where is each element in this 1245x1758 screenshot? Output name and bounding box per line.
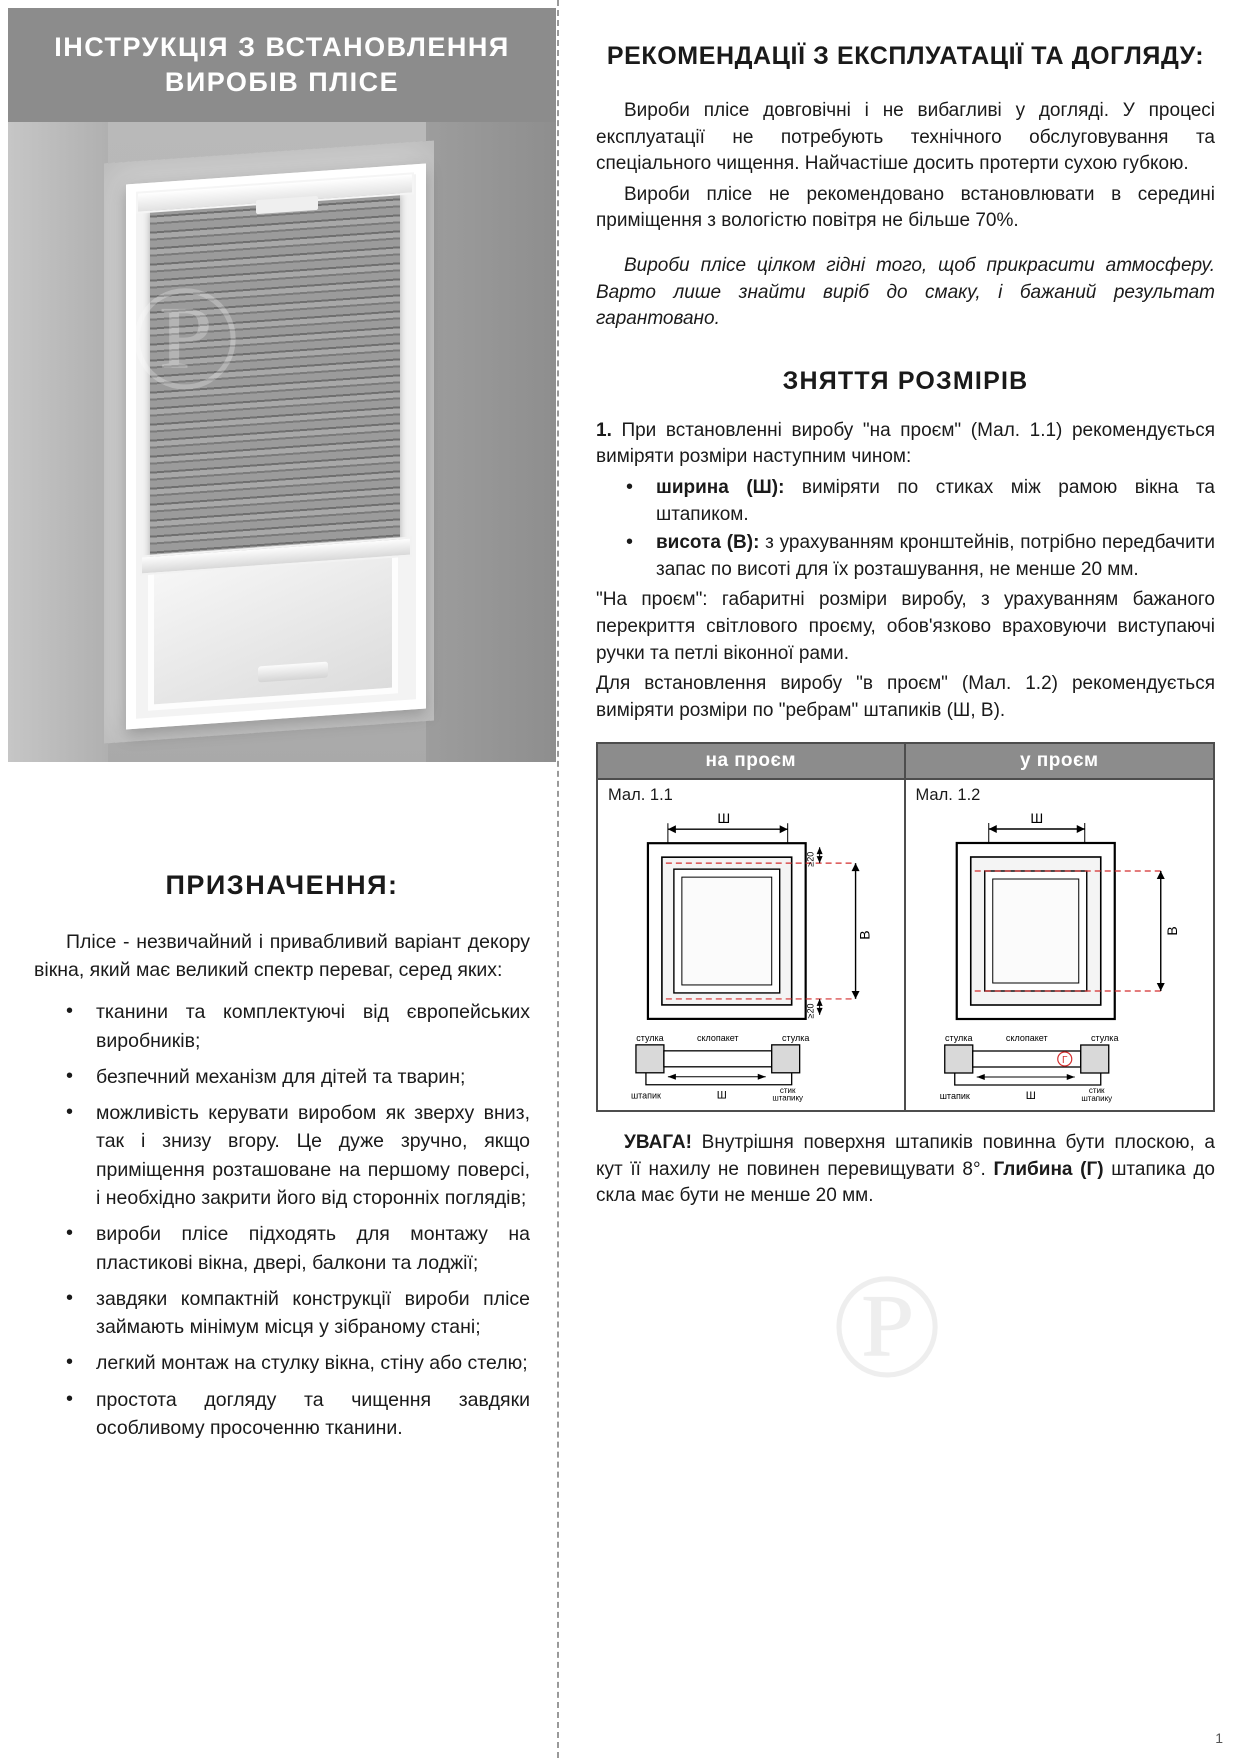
- measurement-paragraph-in: Для встановлення виробу "в проєм" (Мал. 1.2) рекомендується виміряти розміри по "ребрам" штапиків (Ш, В).: [596, 673, 1215, 721]
- diagram-cell-on-proem: [598, 744, 906, 1110]
- svg-text:Ш: Ш: [717, 810, 731, 827]
- bullet-text-width: виміряти по стиках між рамою вікна та штапиком.: [656, 476, 1216, 525]
- svg-text:В: В: [1163, 926, 1180, 936]
- list-item: • завдяки компактній конструкції вироби пліcе займають мінімум місця у зібраному стані;: [34, 1285, 530, 1342]
- product-photo: [8, 122, 556, 762]
- svg-text:Ш: Ш: [1029, 810, 1043, 827]
- instruction-banner: [8, 8, 556, 122]
- svg-text:≥20: ≥20: [805, 1003, 816, 1019]
- svg-text:стик: стик: [1088, 1086, 1105, 1096]
- list-item: • легкий монтаж на стулку вікна, стіну або стелю;: [34, 1349, 530, 1377]
- care-paragraph-3: Вироби пліcе цілком гідні того, щоб прикрасити атмосферу. Варто лише знайти виріб до смаку, і бажаний результат гарантовано.: [596, 254, 1215, 330]
- list-item: [596, 530, 1215, 583]
- svg-text:штапик: штапик: [939, 1091, 970, 1102]
- list-item: [596, 475, 1215, 528]
- svg-text:склопакет: склопакет: [1005, 1033, 1048, 1044]
- purpose-intro: Пліcе - незвичайний і привабливий варіант декору вікна, який має великий спектр переваг, серед яких:: [34, 931, 530, 981]
- left-body: [8, 790, 556, 1450]
- measurement-paragraph-on: "На проєм": габаритні розміри виробу, з урахуванням бажаного перекриття світлового проєму, обов'язково враховуючи виступаючі ручки та петлі віконної рами.: [596, 589, 1215, 664]
- measurement-lead: [596, 418, 1215, 471]
- warning-label: УВАГА!: [624, 1132, 692, 1154]
- page-number: 1: [1215, 1730, 1223, 1746]
- svg-text:Ш: Ш: [716, 1090, 727, 1103]
- photo-wall-right: [426, 122, 556, 762]
- bullet-term-width: ширина (Ш):: [656, 476, 785, 498]
- purpose-bullet-list: [34, 998, 530, 1442]
- measurement-diagrams: [596, 742, 1215, 1112]
- svg-text:штапику: штапику: [772, 1094, 804, 1104]
- svg-text:стулка: стулка: [636, 1033, 664, 1044]
- measurement-title: ЗНЯТТЯ РОЗМІРІВ: [782, 366, 1029, 395]
- svg-text:штапик: штапик: [630, 1091, 661, 1102]
- diagram-svg-in-proem: [914, 807, 1206, 1103]
- diagram-head-in-proem: у проєм: [906, 744, 1214, 780]
- svg-text:стулка: стулка: [1090, 1033, 1118, 1044]
- svg-text:В: В: [856, 930, 873, 940]
- banner-title: ІНСТРУКЦІЯ З ВСТАНОВЛЕННЯ ВИРОБІВ ПЛІCЕ: [54, 31, 510, 97]
- care-recommendations-title: РЕКОМЕНДАЦІЇ З ЕКСПЛУАТАЦІЇ ТА ДОГЛЯДУ:: [606, 42, 1205, 70]
- warning-text-2: штапика до скла має бути не менше 20 мм.: [596, 1158, 1215, 1207]
- warning-text-1: Внутрішня поверхня штапиків повинна бути плоскою, а кут її нахилу не повинен перевищувати 8°.: [596, 1132, 1215, 1180]
- svg-text:Ш: Ш: [1025, 1090, 1036, 1103]
- svg-text:стулка: стулка: [782, 1033, 810, 1044]
- left-column: [0, 0, 556, 1758]
- list-item: • можливість керувати виробом як зверху вниз, так і знизу вгору. Це дуже зручно, якщо приміщення розташоване на першому поверсі, і необхідно закрити його від сторонніх поглядів;: [34, 1099, 530, 1212]
- svg-text:≥20: ≥20: [805, 851, 816, 867]
- diagram-caption-1-1: Мал. 1.1: [608, 786, 673, 805]
- warning-note: [596, 1130, 1215, 1210]
- bullet-text-height: з урахуванням кронштейнів, потрібно передбачити запас по висоті для їх розташування, не менше 20 мм.: [656, 532, 1216, 580]
- list-item: • вироби пліcе підходять для монтажу на пластикові вікна, двері, балкони та лоджії;: [34, 1220, 530, 1277]
- column-divider: [557, 0, 559, 1758]
- purpose-title: ПРИЗНАЧЕННЯ:: [165, 870, 399, 900]
- list-item: • простота догляду та чищення завдяки особливому просоченню тканини.: [34, 1386, 530, 1443]
- watermark-logo-secondary: ℗: [830, 1243, 944, 1409]
- right-column: [578, 0, 1245, 1758]
- diagram-body-in-proem: [906, 780, 1214, 1110]
- diagram-body-on-proem: [598, 780, 904, 1110]
- svg-text:штапику: штапику: [1080, 1094, 1112, 1104]
- svg-text:стулка: стулка: [944, 1033, 972, 1044]
- diagram-caption-1-2: Мал. 1.2: [915, 786, 981, 805]
- diagram-head-on-proem: на проєм: [598, 744, 904, 780]
- list-item: • тканини та комплектуючі від європейських виробників;: [34, 998, 530, 1055]
- pleated-blind-fabric: [150, 191, 400, 558]
- care-paragraph-1: Вироби пліcе довговічні і не вибагливі у догляді. У процесі експлуатації не потребують технічного обслуговування та спеціального чищення. Найчастіше досить протерти сухою губкою.: [596, 100, 1215, 175]
- list-item: • безпечний механізм для дітей та тварин;: [34, 1063, 530, 1091]
- measurement-lead-text: При встановленні виробу "на проєм" (Мал. 1.1) рекомендується виміряти розміри наступним чином:: [596, 419, 1215, 468]
- svg-text:стик: стик: [779, 1086, 796, 1096]
- bullet-term-height: висота (В):: [656, 532, 760, 554]
- diagram-cell-in-proem: [906, 744, 1214, 1110]
- svg-text:Г: Г: [1061, 1055, 1067, 1067]
- svg-text:склопакет: склопакет: [697, 1033, 739, 1044]
- warning-bold-depth: Глибина (Г): [993, 1158, 1104, 1180]
- watermark-logo: ℗: [128, 255, 242, 421]
- measurement-lead-number: 1.: [596, 419, 612, 441]
- care-paragraph-2: Вироби пліcе не рекомендовано встановлювати в середині приміщення з вологістю повітря не більше 70%.: [596, 183, 1215, 232]
- photo-wall-left: [8, 122, 108, 762]
- diagram-svg-on-proem: [606, 807, 896, 1103]
- measurement-bullet-list: [596, 475, 1215, 583]
